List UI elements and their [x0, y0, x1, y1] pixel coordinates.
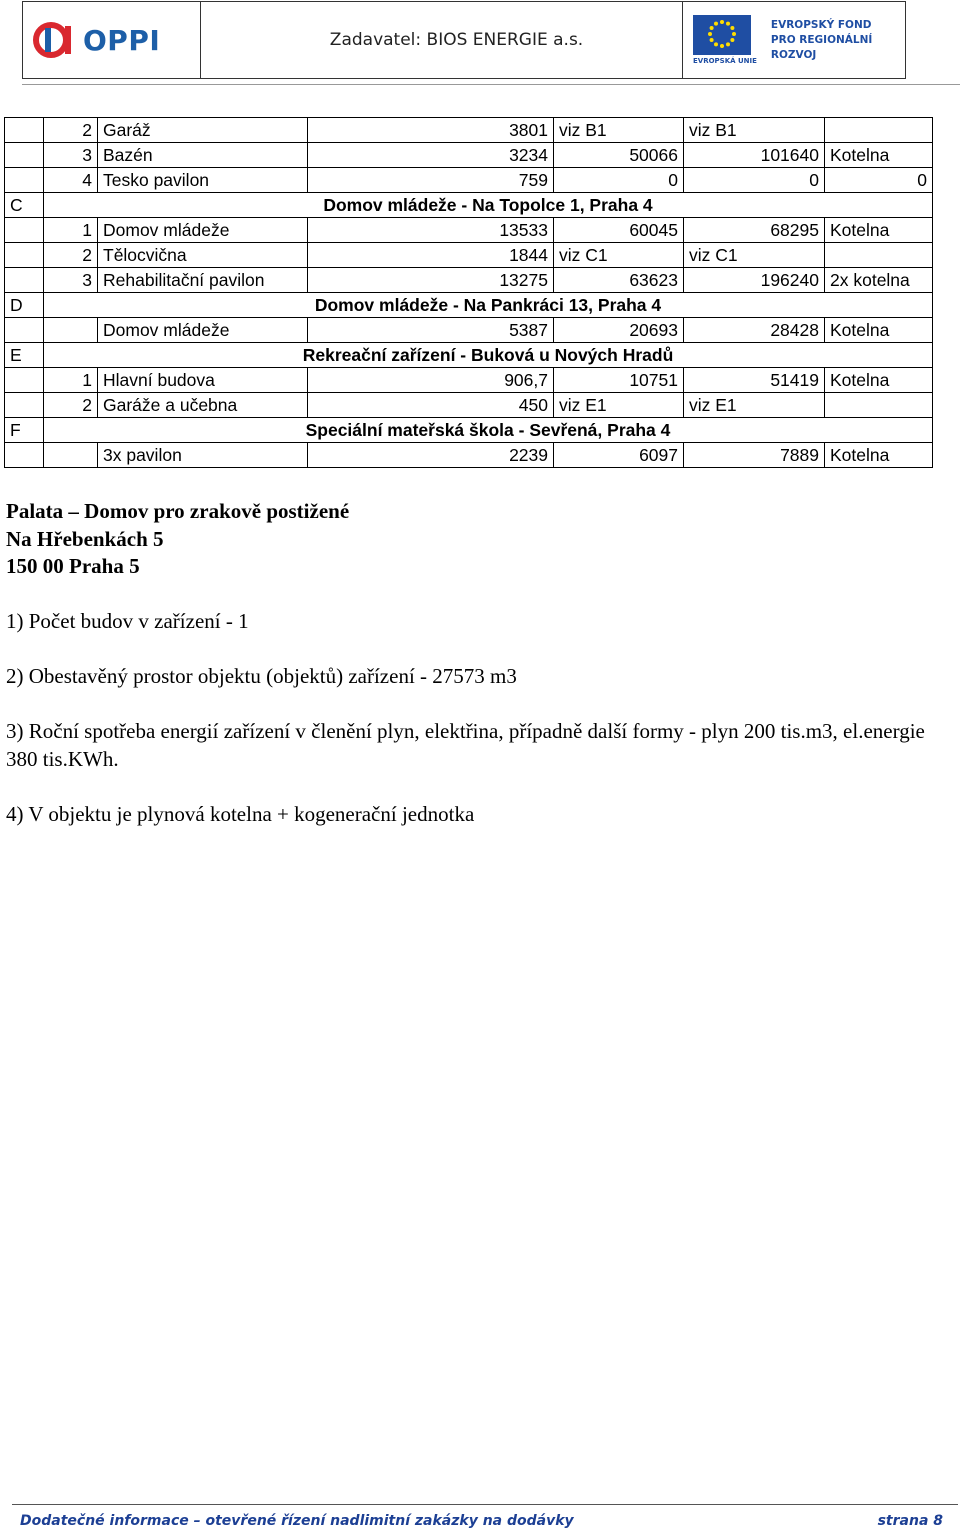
- header-divider: [22, 84, 960, 85]
- row-letter: [5, 118, 44, 143]
- volume-cell: 2239: [308, 443, 554, 468]
- address-line-2: Na Hřebenkách 5: [6, 526, 164, 551]
- page-header: [22, 1, 906, 79]
- table-row: [5, 318, 933, 343]
- address-line-1: Palata – Domov pro zrakově postižené: [6, 499, 350, 523]
- building-name: Tělocvična: [98, 243, 308, 268]
- electricity-cell: 7889: [684, 443, 825, 468]
- section-letter: E: [5, 343, 44, 368]
- section-row: [5, 418, 933, 443]
- section-title: Domov mládeže - Na Pankráci 13, Praha 4: [44, 293, 933, 318]
- section-letter: D: [5, 293, 44, 318]
- volume-cell: 13533: [308, 218, 554, 243]
- electricity-cell: 101640: [684, 143, 825, 168]
- electricity-cell: viz B1: [684, 118, 825, 143]
- row-number: 2: [44, 118, 98, 143]
- note-cell: [825, 393, 933, 418]
- electricity-cell: 196240: [684, 268, 825, 293]
- eu-logo: [683, 2, 905, 78]
- note-cell: [825, 118, 933, 143]
- section-letter: F: [5, 418, 44, 443]
- table-row: [5, 393, 933, 418]
- gas-cell: 50066: [554, 143, 684, 168]
- eu-fund-line3: ROZVOJ: [770, 48, 817, 61]
- row-letter: [5, 243, 44, 268]
- volume-cell: 906,7: [308, 368, 554, 393]
- row-number: 2: [44, 393, 98, 418]
- eu-flag-block: [693, 15, 757, 65]
- row-letter: [5, 218, 44, 243]
- eu-fund-text: [771, 18, 872, 63]
- table-row: [5, 168, 933, 193]
- paragraph-4: 4) V objektu je plynová kotelna + kogenerační jednotka: [6, 801, 475, 826]
- electricity-cell: 51419: [684, 368, 825, 393]
- section-title: Rekreační zařízení - Buková u Nových Hradů: [44, 343, 933, 368]
- note-cell: Kotelna: [825, 143, 933, 168]
- gas-cell: viz C1: [554, 243, 684, 268]
- building-name: Garáž: [98, 118, 308, 143]
- note-cell: Kotelna: [825, 318, 933, 343]
- building-name: Garáže a učebna: [98, 393, 308, 418]
- gas-cell: 0: [554, 168, 684, 193]
- gas-cell: 63623: [554, 268, 684, 293]
- building-name: Bazén: [98, 143, 308, 168]
- paragraph-1: 1) Počet budov v zařízení - 1: [6, 609, 249, 633]
- page-footer: [20, 1513, 943, 1529]
- section-row: [5, 293, 933, 318]
- building-name: Domov mládeže: [98, 218, 308, 243]
- gas-cell: viz B1: [554, 118, 684, 143]
- row-letter: [5, 268, 44, 293]
- building-name: Hlavní budova: [98, 368, 308, 393]
- volume-cell: 3234: [308, 143, 554, 168]
- table-row: [5, 143, 933, 168]
- paragraph-3: 3) Roční spotřeba energií zařízení v členění plyn, elektřina, případně další formy - plyn 200 tis.m3, el.energie 380 tis.KWh.: [6, 719, 925, 771]
- electricity-cell: viz C1: [684, 243, 825, 268]
- row-letter: [5, 168, 44, 193]
- buildings-table-body: [5, 118, 933, 468]
- row-letter: [5, 443, 44, 468]
- section-row: [5, 343, 933, 368]
- building-name: Domov mládeže: [98, 318, 308, 343]
- note-cell: Kotelna: [825, 443, 933, 468]
- gas-cell: 6097: [554, 443, 684, 468]
- volume-cell: 3801: [308, 118, 554, 143]
- header-zadavatel-cell: [201, 2, 683, 78]
- address-line-3: 150 00 Praha 5: [6, 554, 140, 578]
- table-row: [5, 243, 933, 268]
- eu-fund-line2: PRO REGIONÁLNÍ: [770, 33, 873, 46]
- volume-cell: 5387: [308, 318, 554, 343]
- row-number: 3: [44, 268, 98, 293]
- building-name: Tesko pavilon: [98, 168, 308, 193]
- note-cell: [825, 243, 933, 268]
- gas-cell: 10751: [554, 368, 684, 393]
- row-number: [44, 443, 98, 468]
- row-number: 1: [44, 368, 98, 393]
- section-letter: C: [5, 193, 44, 218]
- oppi-logo-icon: [31, 18, 75, 62]
- eu-union-label: EVROPSKÁ UNIE: [693, 57, 757, 65]
- electricity-cell: viz E1: [684, 393, 825, 418]
- oppi-logo: [23, 2, 201, 78]
- building-name: Rehabilitační pavilon: [98, 268, 308, 293]
- table-row: [5, 268, 933, 293]
- gas-cell: viz E1: [554, 393, 684, 418]
- note-cell: 0: [825, 168, 933, 193]
- document-body: [6, 498, 954, 828]
- zadavatel-text: Zadavatel: BIOS ENERGIE a.s.: [329, 30, 584, 50]
- row-number: 4: [44, 168, 98, 193]
- volume-cell: 1844: [308, 243, 554, 268]
- table-row: [5, 118, 933, 143]
- paragraph-2: 2) Obestavěný prostor objektu (objektů) zařízení - 27573 m3: [6, 664, 517, 688]
- table-row: [5, 368, 933, 393]
- volume-cell: 759: [308, 168, 554, 193]
- page-number: strana 8: [877, 1513, 943, 1529]
- buildings-table: [4, 117, 933, 468]
- oppi-logo-text: OPPI: [83, 23, 161, 57]
- row-number: [44, 318, 98, 343]
- eu-flag-icon: [693, 15, 751, 55]
- gas-cell: 20693: [554, 318, 684, 343]
- note-cell: 2x kotelna: [825, 268, 933, 293]
- electricity-cell: 0: [684, 168, 825, 193]
- section-row: [5, 193, 933, 218]
- building-name: 3x pavilon: [98, 443, 308, 468]
- row-letter: [5, 318, 44, 343]
- row-letter: [5, 368, 44, 393]
- row-number: 3: [44, 143, 98, 168]
- table-row: [5, 218, 933, 243]
- electricity-cell: 28428: [684, 318, 825, 343]
- row-number: 1: [44, 218, 98, 243]
- row-number: 2: [44, 243, 98, 268]
- row-letter: [5, 393, 44, 418]
- footer-divider: [12, 1504, 958, 1505]
- section-title: Domov mládeže - Na Topolce 1, Praha 4: [44, 193, 933, 218]
- electricity-cell: 68295: [684, 218, 825, 243]
- note-cell: Kotelna: [825, 218, 933, 243]
- footer-title: Dodatečné informace – otevřené řízení nadlimitní zakázky na dodávky: [20, 1513, 574, 1529]
- gas-cell: 60045: [554, 218, 684, 243]
- row-letter: [5, 143, 44, 168]
- table-row: [5, 443, 933, 468]
- eu-fund-line1: EVROPSKÝ FOND: [770, 18, 872, 31]
- volume-cell: 13275: [308, 268, 554, 293]
- note-cell: Kotelna: [825, 368, 933, 393]
- section-title: Speciální mateřská škola - Sevřená, Praha 4: [44, 418, 933, 443]
- volume-cell: 450: [308, 393, 554, 418]
